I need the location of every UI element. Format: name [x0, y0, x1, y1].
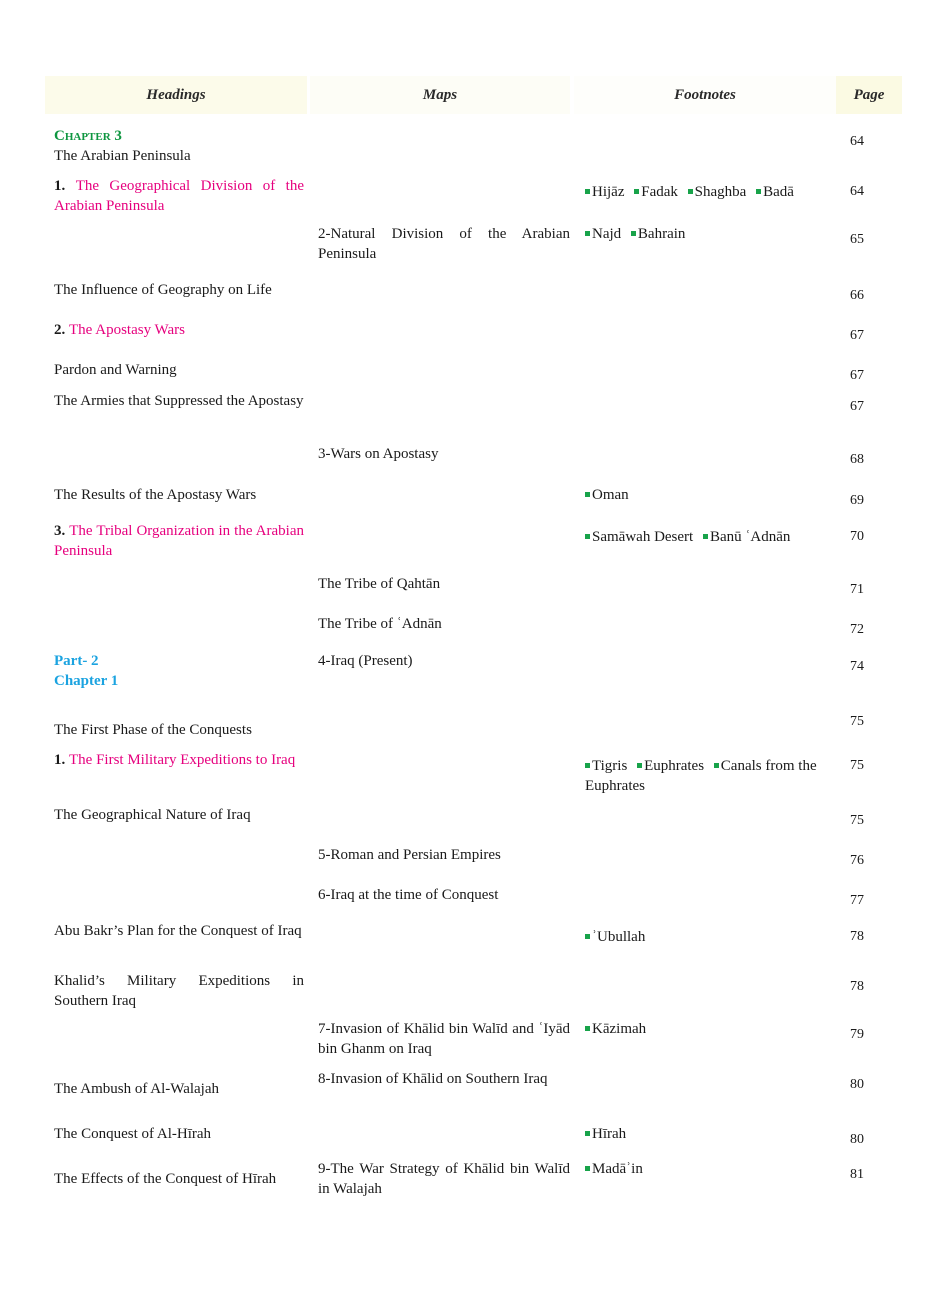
toc-page-number: 66 [850, 288, 864, 303]
toc-page-number: 77 [850, 893, 864, 908]
bullet-icon [585, 231, 590, 236]
heading-text [54, 750, 304, 770]
toc-page-number: 76 [850, 853, 864, 868]
toc-map: 6-Iraq at the time of Conquest [318, 887, 499, 903]
toc-map: The Tribe of ʿAdnān [318, 616, 442, 632]
toc-heading [54, 1169, 304, 1189]
toc-heading [54, 805, 304, 825]
toc-footnotes [585, 1159, 837, 1179]
heading-text [54, 485, 304, 505]
footnote-text: Samāwah Desert [592, 529, 694, 545]
heading-text [54, 320, 304, 340]
toc-page-number: 67 [850, 399, 864, 414]
toc-footnotes [585, 1019, 837, 1039]
footnote-text: Canals from the Euphrates [585, 758, 817, 794]
footnote-item [585, 184, 624, 200]
footnote-text: Oman [592, 487, 629, 503]
heading-text [54, 176, 304, 216]
heading-text [54, 1169, 304, 1189]
footnote-item [585, 1161, 643, 1177]
bullet-icon [585, 1131, 590, 1136]
toc-footnotes [585, 927, 837, 947]
heading-text [54, 391, 304, 411]
heading-text [54, 971, 304, 1011]
footnote-text: Banū ʿAdnān [709, 529, 791, 545]
column-header-maps: Maps [310, 76, 570, 114]
toc-page-number: 67 [850, 368, 864, 383]
heading-text [54, 921, 304, 941]
heading-title: Abu Bakr’s Plan for the Conquest of Iraq [54, 923, 302, 939]
toc-heading [54, 921, 304, 941]
toc-map: 8-Invasion of Khālid on Southern Iraq [318, 1071, 548, 1087]
heading-title: The Geographical Nature of Iraq [54, 807, 251, 823]
footnote-text: Euphrates [644, 758, 705, 774]
bullet-icon [585, 1026, 590, 1031]
heading-text [54, 521, 304, 561]
footnote-text: Hīrah [592, 1126, 627, 1142]
toc-heading [54, 320, 304, 340]
section-number: 3. [54, 523, 70, 539]
toc-heading [54, 1079, 304, 1099]
footnote-item [631, 226, 685, 242]
footnote-text: Tigris [592, 758, 628, 774]
footnote-item [688, 184, 747, 200]
toc-page-number: 74 [850, 659, 864, 674]
toc-map: 9-The War Strategy of Khālid bin Walīd in Walajah [318, 1161, 570, 1197]
bullet-icon [714, 763, 719, 768]
chapter-label: Chapter 3 [54, 128, 122, 144]
section-number: 2. [54, 322, 69, 338]
toc-page-number: 67 [850, 328, 864, 343]
toc-heading [54, 971, 304, 1011]
footnote-text: Bahrain [637, 226, 686, 242]
bullet-icon [585, 763, 590, 768]
toc-heading [54, 360, 304, 380]
footnote-text: Shaghba [694, 184, 747, 200]
toc-page-number: 72 [850, 622, 864, 637]
bullet-icon [634, 189, 639, 194]
footnote-item [634, 184, 678, 200]
toc-page-number: 69 [850, 493, 864, 508]
toc-page-number: 80 [850, 1077, 864, 1092]
heading-text [54, 1124, 304, 1144]
heading-title: The First Phase of the Conquests [54, 722, 252, 738]
footnote-item [585, 929, 645, 945]
toc-heading [54, 280, 304, 300]
toc-page-number: 71 [850, 582, 864, 597]
section-number: 1. [54, 752, 69, 768]
heading-title: The Influence of Geography on Life [54, 282, 272, 298]
toc-map: 7-Invasion of Khālid bin Walīd and ʿIyād bin Ghanm on Iraq [318, 1021, 570, 1057]
toc-footnotes [585, 182, 837, 202]
toc-heading [54, 651, 304, 691]
toc-heading [54, 391, 304, 411]
bullet-icon [756, 189, 761, 194]
toc-page-number: 79 [850, 1027, 864, 1042]
toc-page-number: 75 [850, 813, 864, 828]
footnote-item [585, 758, 627, 774]
section-title: The First Military Expeditions to Iraq [69, 752, 296, 768]
section-title: The Geographical Division of the Arabian Peninsula [54, 178, 305, 214]
bullet-icon [585, 1166, 590, 1171]
heading-text [54, 1079, 304, 1099]
toc-map: 3-Wars on Apostasy [318, 446, 439, 462]
footnote-item [585, 226, 621, 242]
toc-heading [54, 126, 304, 166]
toc-page-number: 81 [850, 1167, 864, 1182]
footnote-text: Kāzimah [592, 1021, 647, 1037]
bullet-icon [585, 934, 590, 939]
toc-page-number: 70 [850, 529, 864, 544]
bullet-icon [703, 534, 708, 539]
section-number: 1. [54, 178, 76, 194]
footnote-text: Hijāz [592, 184, 625, 200]
toc-page-number: 65 [850, 232, 864, 247]
bullet-icon [631, 231, 636, 236]
footnote-text: Badā [763, 184, 794, 200]
heading-title: The Conquest of Al-Hīrah [54, 1126, 212, 1142]
footnote-item [585, 529, 693, 545]
chapter-label: Chapter 1 [54, 673, 119, 689]
heading-title: The Effects of the Conquest of Hīrah [54, 1171, 277, 1187]
footnote-text: ʾUbullah [592, 929, 646, 945]
heading-text [54, 360, 304, 380]
bullet-icon [637, 763, 642, 768]
toc-map: 5-Roman and Persian Empires [318, 847, 501, 863]
heading-text [54, 720, 304, 740]
toc-heading [54, 1124, 304, 1144]
bullet-icon [688, 189, 693, 194]
toc-footnotes [585, 485, 837, 505]
heading-title: The Armies that Suppressed the Apostasy [54, 393, 304, 409]
footnote-item [756, 184, 794, 200]
toc-page-number: 80 [850, 1132, 864, 1147]
toc-map: The Tribe of Qahtān [318, 576, 441, 592]
heading-text [54, 146, 304, 166]
column-header-footnotes: Footnotes [574, 76, 836, 114]
bullet-icon [585, 492, 590, 497]
heading-text [54, 280, 304, 300]
toc-heading [54, 720, 304, 740]
footnote-item [585, 1021, 646, 1037]
footnote-text: Fadak [641, 184, 678, 200]
toc-footnotes [585, 756, 837, 796]
toc-heading [54, 521, 304, 561]
footnote-item [703, 529, 790, 545]
toc-page-number: 64 [850, 134, 864, 149]
toc-footnotes [585, 1124, 837, 1144]
toc-page-number: 68 [850, 452, 864, 467]
bullet-icon [585, 189, 590, 194]
heading-title: Khalid’s Military Expeditions in Southern Iraq [54, 973, 304, 1009]
section-title: The Tribal Organization in the Arabian Peninsula [54, 523, 304, 559]
column-header-headings: Headings [45, 76, 307, 114]
toc-page-number: 78 [850, 929, 864, 944]
footnote-item [637, 758, 704, 774]
toc-footnotes [585, 527, 837, 547]
toc-heading [54, 485, 304, 505]
toc-footnotes [585, 224, 837, 244]
toc-heading [54, 176, 304, 216]
heading-text [54, 805, 304, 825]
toc-map: 2-Natural Division of the Arabian Peninsula [318, 226, 570, 262]
toc-page-number: 75 [850, 714, 864, 729]
heading-title: The Ambush of Al-Walajah [54, 1081, 220, 1097]
footnote-item [585, 487, 629, 503]
heading-title: The Results of the Apostasy Wars [54, 487, 257, 503]
toc-page-number: 75 [850, 758, 864, 773]
footnote-item [585, 1126, 626, 1142]
section-title: The Apostasy Wars [69, 322, 186, 338]
toc-page-number: 64 [850, 184, 864, 199]
toc-map: 4-Iraq (Present) [318, 653, 413, 669]
footnote-text: Najd [592, 226, 622, 242]
part-label: Part- 2 [54, 653, 99, 669]
heading-title: The Arabian Peninsula [54, 148, 191, 164]
column-header-page: Page [836, 76, 902, 114]
bullet-icon [585, 534, 590, 539]
toc-heading [54, 750, 304, 770]
footnote-text: Madāʾin [592, 1161, 643, 1177]
toc-page-number: 78 [850, 979, 864, 994]
heading-title: Pardon and Warning [54, 362, 177, 378]
